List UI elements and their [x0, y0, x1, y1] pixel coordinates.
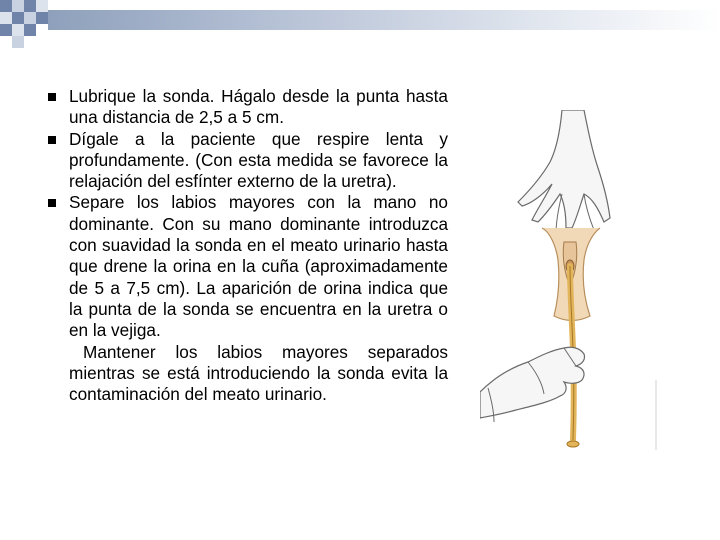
- bullet-square-icon: [48, 136, 56, 144]
- bullet-text: Dígale a la paciente que respire lenta y profundamente. (Con esta medida se favorece la relajación del esfínter externo de la uretra).: [69, 128, 448, 192]
- bullet-item: [48, 86, 448, 129]
- bullet-square-icon: [48, 93, 56, 101]
- bullet-item: [48, 129, 448, 193]
- decorative-banner: [0, 0, 720, 50]
- note-paragraph: Mantener los labios mayores separados mientras se está introduciendo la sonda evita la contaminación del meato urinario.: [69, 341, 448, 405]
- bullet-item: [48, 192, 448, 341]
- bullet-square-icon: [48, 199, 56, 207]
- bullet-text: Lubrique la sonda. Hágalo desde la punta hasta una distancia de 2,5 a 5 cm.: [69, 86, 448, 128]
- gloved-hands-catheter-illustration: [480, 110, 660, 460]
- bullet-list: [48, 86, 448, 405]
- bullet-text: Separe los labios mayores con la mano no dominante. Con su mano dominante introduzca con suavidad la sonda en el meato urinario hasta que drene la orina en la cuña (aproximadamente de 5 a 7,5 cm). La aparición de orina indica que la punta de la sonda se encuentra en la uretra o en la vejiga.: [69, 192, 448, 341]
